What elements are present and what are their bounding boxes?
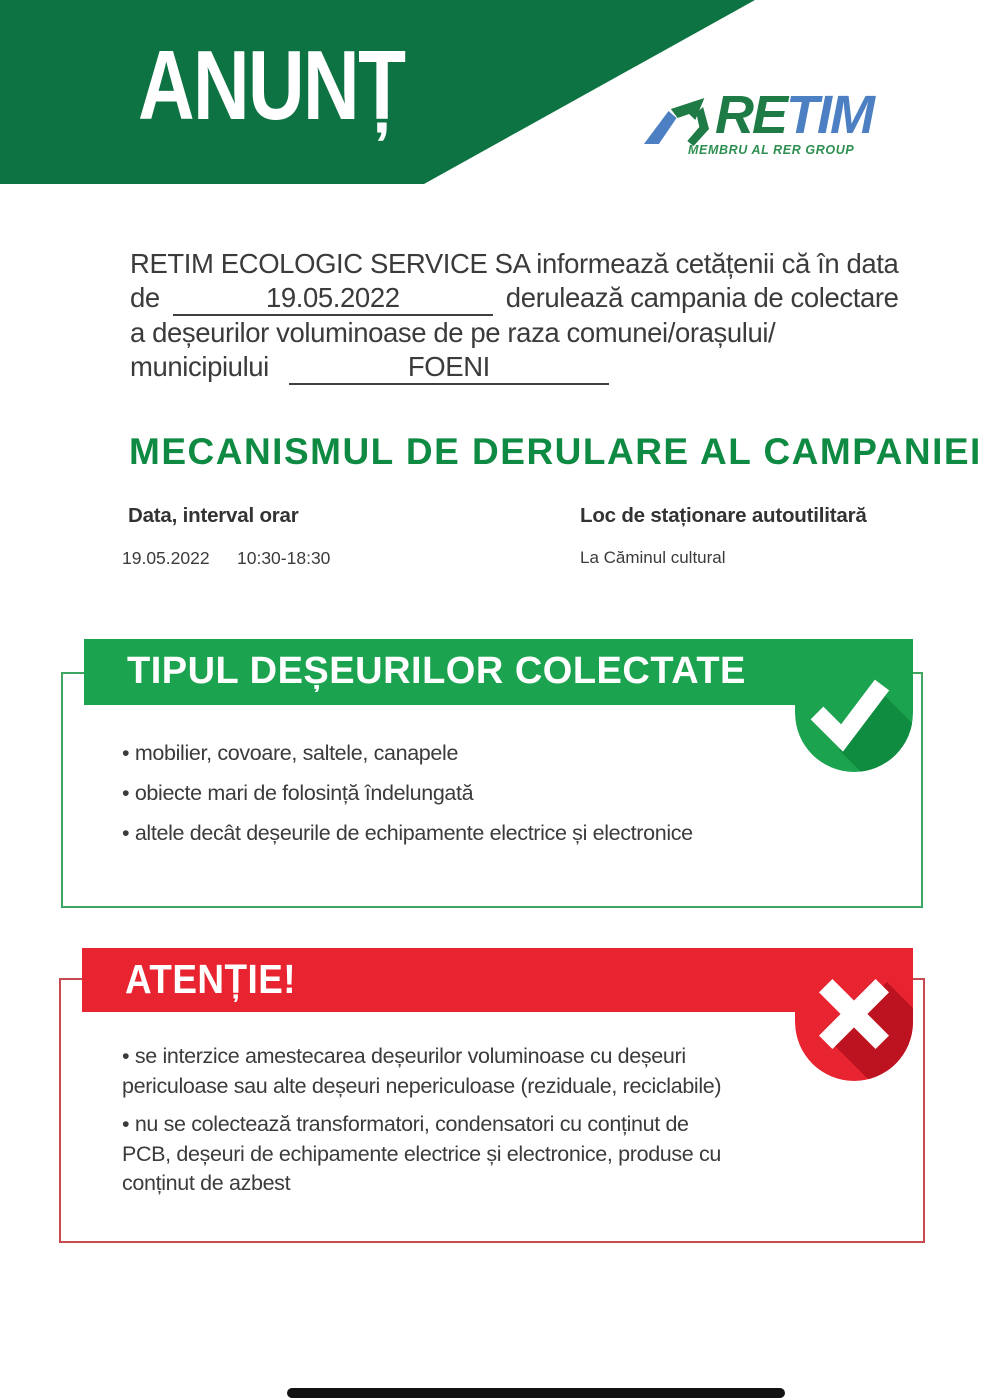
list-item: [122, 1042, 721, 1101]
recycle-arrows-icon: [642, 98, 719, 146]
intro-line-1: RETIM ECOLOGIC SERVICE SA informează cetățenii că în data: [130, 248, 899, 279]
logo-wordmark: [715, 85, 873, 145]
campaign-location: La Căminul cultural: [580, 548, 726, 567]
location-header: Loc de staționare autoutilitară: [580, 504, 867, 527]
collected-items-list: [122, 740, 693, 860]
collected-waste-title: TIPUL DEȘEURILOR COLECTATE: [127, 650, 746, 692]
attention-title: ATENȚIE!: [125, 956, 297, 1002]
attention-items-list: [122, 1042, 721, 1208]
date-blank-underline: [173, 281, 493, 317]
campaign-interval: 10:30-18:30: [237, 548, 331, 568]
intro-line-3: a deșeurilor voluminoase de pe raza comunei/orașului/: [130, 317, 776, 348]
item-line: conținut de azbest: [122, 1171, 291, 1195]
logo-re-text: RE: [715, 85, 787, 145]
item-line: • nu se colectează transformatori, condensatori cu conținut de: [122, 1110, 721, 1140]
attention-title-bar: [82, 948, 912, 1012]
date-interval-header: Data, interval orar: [128, 504, 299, 527]
check-badge: [795, 639, 913, 772]
item-line: • se interzice amestecarea deșeurilor voluminoase cu deșeuri: [122, 1042, 721, 1072]
list-item: [122, 1110, 721, 1199]
intro-paragraph: [130, 247, 920, 385]
collected-waste-title-bar: [84, 639, 912, 705]
logo-subtitle: MEMBRU AL RER GROUP: [688, 143, 855, 157]
mechanism-heading: MECANISMUL DE DERULARE AL CAMPANIEI: [129, 431, 982, 472]
list-item: • altele decât deșeurile de echipamente electrice și electronice: [122, 820, 693, 847]
item-line: PCB, deșeuri de echipamente electrice și electronice, produse cu: [122, 1141, 722, 1166]
list-item: • mobilier, covoare, saltele, canapele: [122, 740, 693, 767]
intro-municipiului-label: municipiului: [130, 350, 269, 382]
campaign-date: 19.05.2022: [122, 548, 210, 568]
x-badge: [795, 948, 913, 1081]
date-value: 19.05.2022: [265, 281, 400, 313]
retim-logo: [645, 85, 885, 160]
intro-line-2: [130, 281, 920, 317]
intro-line-2-rest: derulează campania de colectare: [505, 281, 899, 313]
city-blank-underline: [289, 350, 609, 386]
city-value: FOENI: [407, 350, 490, 382]
list-item: • obiecte mari de folosință îndelungată: [122, 780, 693, 807]
home-indicator-bar[interactable]: [287, 1388, 785, 1398]
logo-tim-text: TIM: [786, 85, 873, 145]
item-line: periculoase sau alte deșeuri nepericuloase (reziduale, reciclabile): [122, 1073, 722, 1098]
intro-line-4: [130, 350, 920, 386]
intro-de-label: de: [130, 281, 160, 313]
announcement-title: ANUNȚ: [138, 30, 405, 140]
